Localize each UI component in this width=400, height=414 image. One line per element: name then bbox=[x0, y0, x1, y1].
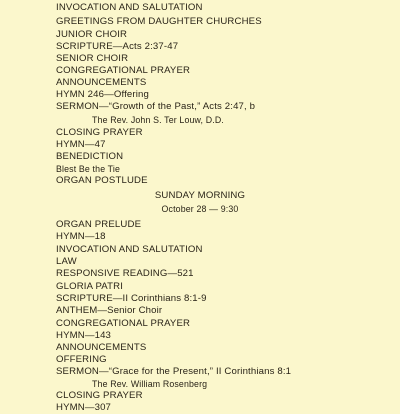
program-item: ANNOUNCEMENTS bbox=[56, 342, 147, 353]
program-item: ORGAN POSTLUDE bbox=[56, 175, 148, 186]
program-item: HYMN 246—Offering bbox=[56, 89, 150, 100]
minister-name: The Rev. William Rosenberg bbox=[92, 379, 208, 389]
program-item: INVOCATION AND SALUTATION bbox=[56, 2, 203, 13]
program-item: JUNIOR CHOIR bbox=[56, 29, 128, 40]
program-item: BENEDICTION bbox=[56, 151, 124, 162]
minister-name: The Rev. John S. Ter Louw, D.D. bbox=[92, 115, 224, 125]
program-item: SERMON—“Grace for the Present,” II Corinthians 8:1 bbox=[56, 366, 292, 377]
program-item: LAW bbox=[56, 256, 77, 267]
program-item: SCRIPTURE—Acts 2:37-47 bbox=[56, 41, 179, 52]
program-item: GREETINGS FROM DAUGHTER CHURCHES bbox=[56, 16, 262, 27]
program-item: RESPONSIVE READING—521 bbox=[56, 268, 194, 279]
program-item: SCRIPTURE—II Corinthians 8:1-9 bbox=[56, 293, 207, 304]
program-item: SENIOR CHOIR bbox=[56, 53, 129, 64]
program-item: INVOCATION AND SALUTATION bbox=[56, 244, 203, 255]
section-date: October 28 — 9:30 bbox=[161, 204, 239, 214]
program-item: HYMN—307 bbox=[56, 402, 112, 413]
program-item: SERMON—“Growth of the Past,” Acts 2:47, b bbox=[56, 101, 256, 112]
program-item: ANTHEM—Senior Choir bbox=[56, 305, 163, 316]
program-item: CLOSING PRAYER bbox=[56, 127, 143, 138]
section-heading: SUNDAY MORNING bbox=[154, 190, 246, 201]
program-item: OFFERING bbox=[56, 354, 107, 365]
program-item: HYMN—143 bbox=[56, 330, 112, 341]
program-subitem: Blest Be the Tie bbox=[56, 164, 121, 174]
program-item: ORGAN PRELUDE bbox=[56, 219, 142, 230]
program-item: CONGREGATIONAL PRAYER bbox=[56, 65, 191, 76]
program-item: CONGREGATIONAL PRAYER bbox=[56, 318, 191, 329]
program-item: HYMN—47 bbox=[56, 139, 106, 150]
program-item: CLOSING PRAYER bbox=[56, 390, 143, 401]
program-item: ANNOUNCEMENTS bbox=[56, 77, 147, 88]
program-item: GLORIA PATRI bbox=[56, 281, 124, 292]
program-item: HYMN—18 bbox=[56, 231, 106, 242]
